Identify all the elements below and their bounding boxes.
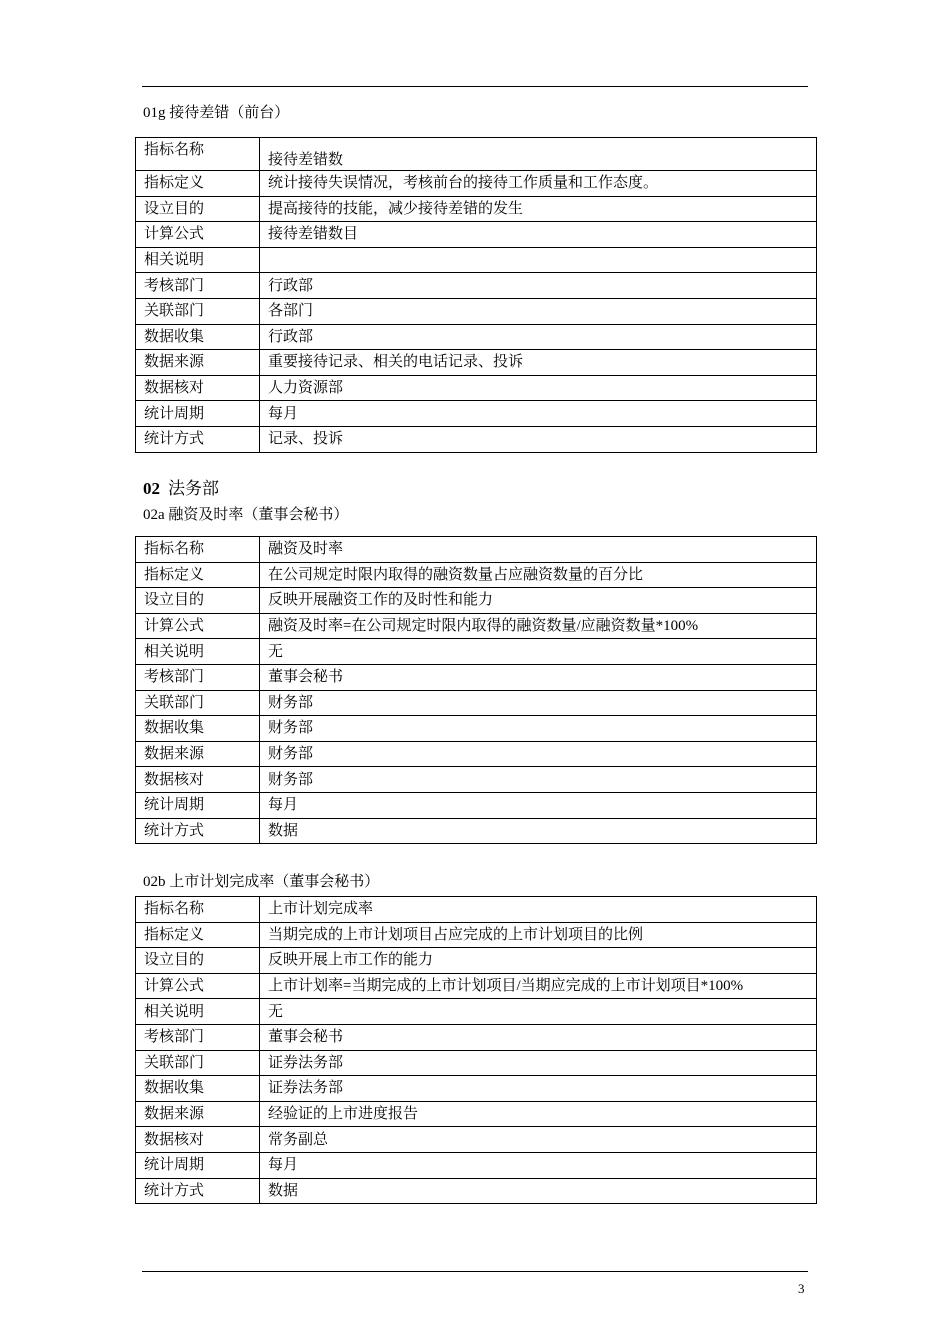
row-value: 董事会秘书 — [260, 1024, 817, 1050]
row-value: 数据 — [260, 818, 817, 844]
row-label: 数据收集 — [136, 716, 260, 742]
row-value — [260, 247, 817, 273]
section-title: 法务部 — [168, 479, 219, 498]
row-value: 董事会秘书 — [260, 664, 817, 690]
table-caption-01g: 01g 接待差错（前台） — [143, 105, 290, 121]
row-label: 指标名称 — [136, 138, 260, 171]
table-caption-02b: 02b 上市计划完成率（董事会秘书） — [143, 874, 380, 890]
row-value: 重要接待记录、相关的电话记录、投诉 — [260, 350, 817, 376]
table-row — [136, 922, 817, 948]
row-value: 提高接待的技能，减少接待差错的发生 — [260, 196, 817, 222]
row-label: 数据核对 — [136, 1127, 260, 1153]
table-caption-02a: 02a 融资及时率（董事会秘书） — [143, 507, 349, 523]
row-label: 相关说明 — [136, 247, 260, 273]
table-row — [136, 171, 817, 197]
row-label: 考核部门 — [136, 664, 260, 690]
table-row — [136, 222, 817, 248]
row-label: 关联部门 — [136, 690, 260, 716]
table-row — [136, 196, 817, 222]
row-label: 数据来源 — [136, 350, 260, 376]
row-label: 统计周期 — [136, 1152, 260, 1178]
table-row — [136, 741, 817, 767]
kpi-table-02a — [135, 536, 817, 844]
table-row — [136, 324, 817, 350]
row-label: 数据来源 — [136, 741, 260, 767]
table-row — [136, 948, 817, 974]
row-label: 设立目的 — [136, 588, 260, 614]
row-label: 相关说明 — [136, 999, 260, 1025]
row-label: 统计方式 — [136, 1178, 260, 1204]
footer-rule — [142, 1271, 808, 1272]
table-row — [136, 897, 817, 923]
row-label: 考核部门 — [136, 1024, 260, 1050]
row-value: 行政部 — [260, 324, 817, 350]
row-label: 关联部门 — [136, 1050, 260, 1076]
table-row — [136, 1127, 817, 1153]
section-heading-02 — [143, 479, 219, 499]
table-row — [136, 973, 817, 999]
header-rule — [142, 86, 808, 87]
table-row — [136, 588, 817, 614]
table-row — [136, 350, 817, 376]
table-row — [136, 664, 817, 690]
table-row — [136, 613, 817, 639]
table-row — [136, 690, 817, 716]
table-row — [136, 999, 817, 1025]
row-label: 数据来源 — [136, 1101, 260, 1127]
row-label: 设立目的 — [136, 196, 260, 222]
row-value: 无 — [260, 999, 817, 1025]
table-row — [136, 639, 817, 665]
row-value: 证券法务部 — [260, 1050, 817, 1076]
row-label: 指标定义 — [136, 562, 260, 588]
table-row — [136, 562, 817, 588]
row-label: 关联部门 — [136, 298, 260, 324]
row-value: 常务副总 — [260, 1127, 817, 1153]
row-label: 相关说明 — [136, 639, 260, 665]
row-label: 计算公式 — [136, 222, 260, 248]
table-row — [136, 537, 817, 563]
row-value: 统计接待失误情况，考核前台的接待工作质量和工作态度。 — [260, 171, 817, 197]
row-value: 无 — [260, 639, 817, 665]
row-value: 数据 — [260, 1178, 817, 1204]
row-value: 反映开展上市工作的能力 — [260, 948, 817, 974]
row-value: 证券法务部 — [260, 1076, 817, 1102]
row-value: 记录、投诉 — [260, 426, 817, 452]
section-number: 02 — [143, 479, 160, 498]
row-value: 上市计划完成率 — [260, 897, 817, 923]
row-label: 数据收集 — [136, 1076, 260, 1102]
row-label: 设立目的 — [136, 948, 260, 974]
row-label: 统计周期 — [136, 792, 260, 818]
row-value: 财务部 — [260, 716, 817, 742]
row-label: 指标名称 — [136, 537, 260, 563]
table-row — [136, 1076, 817, 1102]
kpi-table-01g — [135, 137, 817, 453]
table-row — [136, 1178, 817, 1204]
row-value: 各部门 — [260, 298, 817, 324]
row-value: 财务部 — [260, 690, 817, 716]
table-row — [136, 138, 817, 171]
row-value: 财务部 — [260, 741, 817, 767]
kpi-table-02b — [135, 896, 817, 1204]
row-label: 考核部门 — [136, 273, 260, 299]
row-value: 每月 — [260, 1152, 817, 1178]
row-value: 融资及时率=在公司规定时限内取得的融资数量/应融资数量*100% — [260, 613, 817, 639]
row-value: 当期完成的上市计划项目占应完成的上市计划项目的比例 — [260, 922, 817, 948]
row-label: 指标名称 — [136, 897, 260, 923]
row-value: 接待差错数目 — [260, 222, 817, 248]
table-row — [136, 716, 817, 742]
table-row — [136, 375, 817, 401]
table-row — [136, 426, 817, 452]
row-label: 指标定义 — [136, 171, 260, 197]
row-label: 数据核对 — [136, 375, 260, 401]
page-number: 3 — [798, 1281, 805, 1296]
row-value: 上市计划率=当期完成的上市计划项目/当期应完成的上市计划项目*100% — [260, 973, 817, 999]
row-label: 统计周期 — [136, 401, 260, 427]
table-row — [136, 247, 817, 273]
row-value: 在公司规定时限内取得的融资数量占应融资数量的百分比 — [260, 562, 817, 588]
row-value: 接待差错数 — [260, 138, 817, 171]
row-label: 计算公式 — [136, 613, 260, 639]
row-value: 每月 — [260, 401, 817, 427]
row-value: 财务部 — [260, 767, 817, 793]
table-row — [136, 1152, 817, 1178]
table-row — [136, 298, 817, 324]
row-value: 人力资源部 — [260, 375, 817, 401]
table-row — [136, 401, 817, 427]
row-label: 指标定义 — [136, 922, 260, 948]
table-row — [136, 1101, 817, 1127]
row-label: 数据收集 — [136, 324, 260, 350]
table-row — [136, 767, 817, 793]
row-value: 每月 — [260, 792, 817, 818]
table-row — [136, 1050, 817, 1076]
table-row — [136, 273, 817, 299]
row-value: 融资及时率 — [260, 537, 817, 563]
row-value: 反映开展融资工作的及时性和能力 — [260, 588, 817, 614]
row-label: 统计方式 — [136, 426, 260, 452]
row-value: 行政部 — [260, 273, 817, 299]
row-label: 数据核对 — [136, 767, 260, 793]
row-value: 经验证的上市进度报告 — [260, 1101, 817, 1127]
table-row — [136, 792, 817, 818]
table-row — [136, 818, 817, 844]
table-row — [136, 1024, 817, 1050]
row-label: 统计方式 — [136, 818, 260, 844]
row-label: 计算公式 — [136, 973, 260, 999]
